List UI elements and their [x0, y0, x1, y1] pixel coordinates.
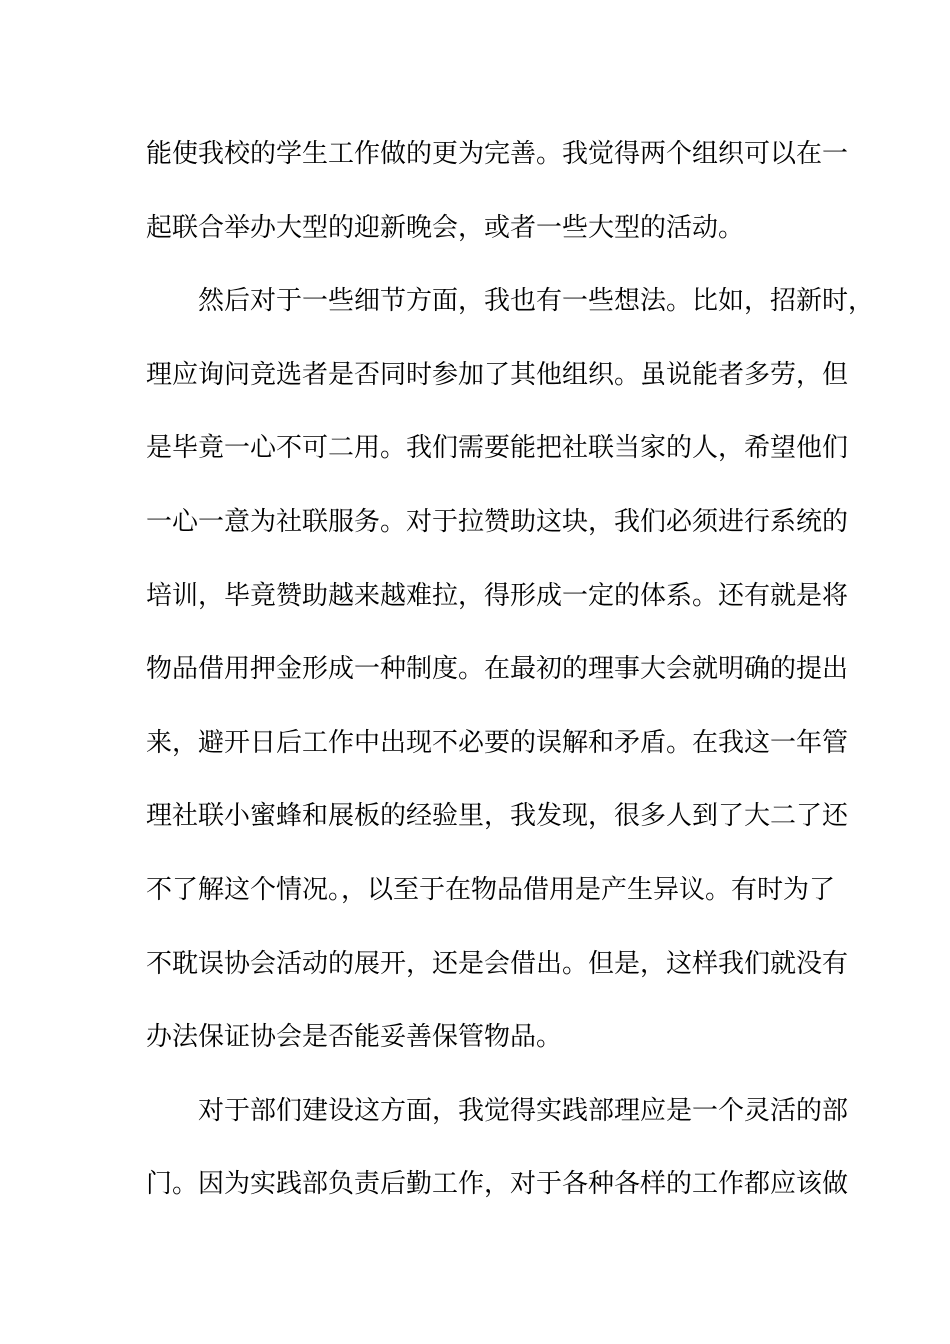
document-body	[146, 124, 875, 1228]
text-line: 培训，毕竟赞助越来越难拉，得形成一定的体系。还有就是将	[146, 580, 849, 611]
text-line: 物品借用押金形成一种制度。在最初的理事大会就明确的提出	[146, 654, 849, 685]
text-line: 对于部们建设这方面，我觉得实践部理应是一个灵活的部	[146, 1095, 849, 1126]
text-line: 来，避开日后工作中出现不必要的误解和矛盾。在我这一年管	[146, 727, 849, 758]
text-line: 一心一意为社联服务。对于拉赞助这块，我们必须进行系统的	[146, 506, 849, 537]
text-line: 能使我校的学生工作做的更为完善。我觉得两个组织可以在一	[146, 139, 849, 169]
text-line: 不耽误协会活动的展开，还是会借出。但是，这样我们就没有	[146, 948, 849, 979]
text-line: 不了解这个情况。，以至于在物品借用是产生异议。有时为了	[146, 874, 836, 905]
text-line: 起联合举办大型的迎新晚会，或者一些大型的活动。	[146, 212, 745, 243]
text-line: 办法保证协会是否能妥善保管物品。	[146, 1022, 563, 1053]
text-line: 理社联小蜜蜂和展板的经验里，我发现，很多人到了大二了还	[146, 801, 849, 832]
text-line: 理应询问竞选者是否同时参加了其他组织。虽说能者多劳，但	[146, 359, 849, 390]
text-line: 然后对于一些细节方面，我也有一些想法。比如，招新时，	[146, 286, 875, 317]
text-line: 门。因为实践部负责后勤工作，对于各种各样的工作都应该做	[146, 1169, 849, 1200]
text-line: 是毕竟一心不可二用。我们需要能把社联当家的人，希望他们	[146, 433, 849, 464]
